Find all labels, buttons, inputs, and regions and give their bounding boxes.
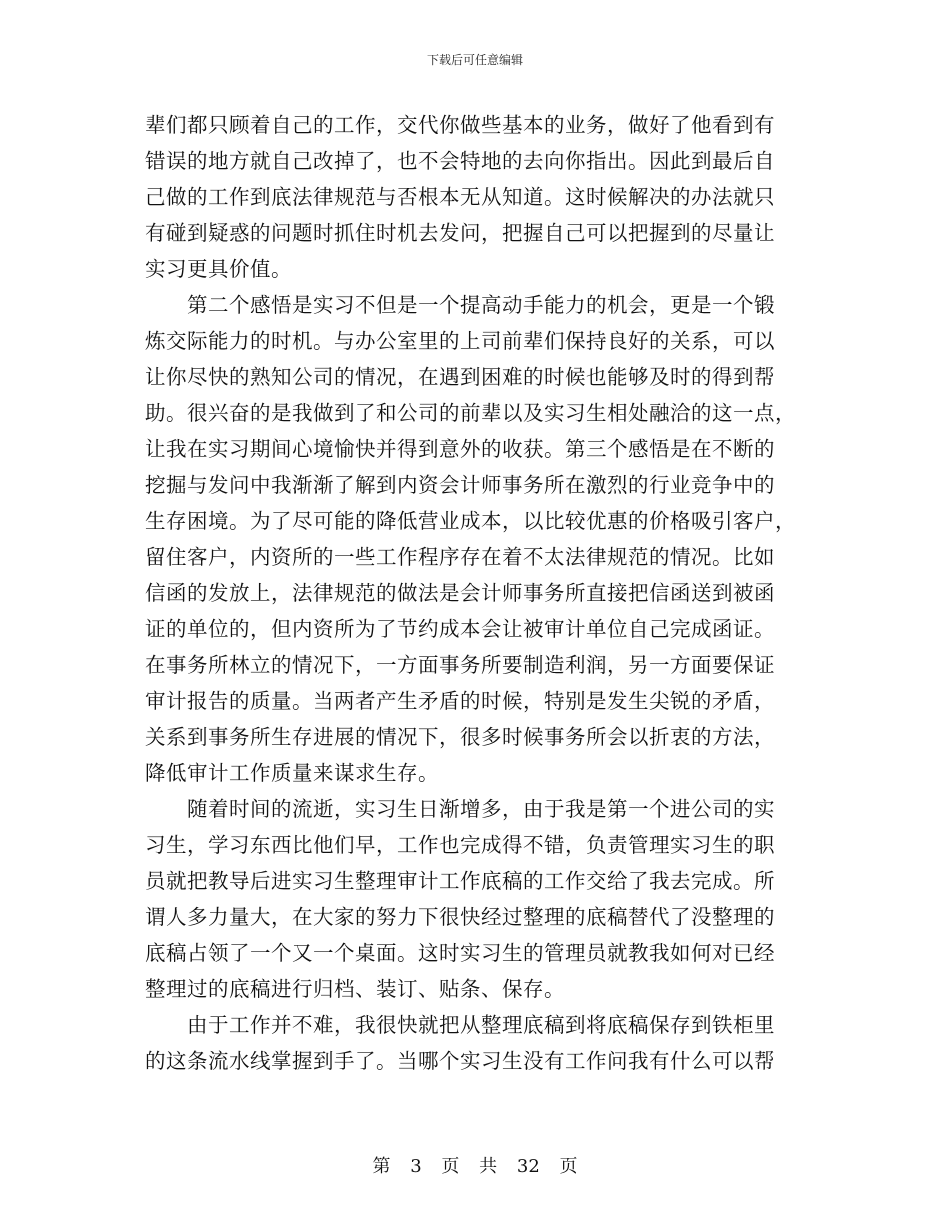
text-line: 在事务所林立的情况下，一方面事务所要制造利润，另一方面要保证	[145, 653, 775, 677]
text-line: 谓人多力量大，在大家的努力下很快经过整理的底稿替代了没整理的	[145, 905, 775, 929]
text-line: 有碰到疑惑的问题时抓住时机去发问，把握自己可以把握到的尽量让	[145, 221, 775, 245]
footer-page-word: 页	[441, 1156, 460, 1177]
document-body	[145, 107, 815, 1079]
page-header: 下载后可任意编辑	[426, 53, 523, 67]
paragraph-first-line: 由于工作并不难，我很快就把从整理底稿到将底稿保存到铁柜里	[187, 1013, 775, 1037]
footer-prefix: 第	[372, 1156, 391, 1177]
text-line: 己做的工作到底法律规范与否根本无从知道。这时候解决的办法就只	[145, 185, 775, 209]
text-line: 实习更具价值。	[145, 257, 292, 281]
text-line: 审计报告的质量。当两者产生矛盾的时候，特别是发生尖锐的矛盾，	[145, 689, 775, 713]
text-line: 的这条流水线掌握到手了。当哪个实习生没有工作问我有什么可以帮	[145, 1049, 775, 1073]
text-line: 习生，学习东西比他们早，工作也完成得不错，负责管理实习生的职	[145, 833, 775, 857]
text-line: 证的单位的，但内资所为了节约成本会让被审计单位自己完成函证。	[145, 617, 775, 641]
text-line: 挖掘与发问中我渐渐了解到内资会计师事务所在激烈的行业竞争中的	[145, 473, 775, 497]
text-line: 让你尽快的熟知公司的情况，在遇到困难的时候也能够及时的得到帮	[145, 365, 775, 389]
text-line: 让我在实习期间心境愉快并得到意外的收获。第三个感悟是在不断的	[145, 437, 775, 461]
text-line: 助。很兴奋的是我做到了和公司的前辈以及实习生相处融洽的这一点，	[145, 401, 796, 425]
total-page-count: 32	[516, 1156, 540, 1177]
text-line: 错误的地方就自己改掉了，也不会特地的去向你指出。因此到最后自	[145, 149, 775, 173]
text-line: 员就把教导后进实习生整理审计工作底稿的工作交给了我去完成。所	[145, 869, 775, 893]
footer-total-word: 共	[479, 1156, 498, 1177]
text-line: 炼交际能力的时机。与办公室里的上司前辈们保持良好的关系，可以	[145, 329, 775, 353]
text-line: 关系到事务所生存进展的情况下，很多时候事务所会以折衷的方法，	[145, 725, 775, 749]
text-line: 降低审计工作质量来谋求生存。	[145, 761, 439, 785]
text-line: 整理过的底稿进行归档、装订、贴条、保存。	[145, 977, 565, 1001]
paragraph-first-line: 第二个感悟是实习不但是一个提高动手能力的机会，更是一个锻	[187, 293, 775, 317]
footer-suffix: 页	[559, 1156, 578, 1177]
text-line: 留住客户，内资所的一些工作程序存在着不太法律规范的情况。比如	[145, 545, 775, 569]
text-line: 生存困境。为了尽可能的降低营业成本，以比较优惠的价格吸引客户，	[145, 509, 796, 533]
text-line: 底稿占领了一个又一个桌面。这时实习生的管理员就教我如何对已经	[145, 941, 775, 965]
current-page-number: 3	[410, 1156, 422, 1177]
text-line: 辈们都只顾着自己的工作，交代你做些基本的业务，做好了他看到有	[145, 113, 775, 137]
paragraph-first-line: 随着时间的流逝，实习生日渐增多，由于我是第一个进公司的实	[187, 797, 775, 821]
page-footer	[0, 1155, 950, 1179]
text-line: 信函的发放上，法律规范的做法是会计师事务所直接把信函送到被函	[145, 581, 775, 605]
